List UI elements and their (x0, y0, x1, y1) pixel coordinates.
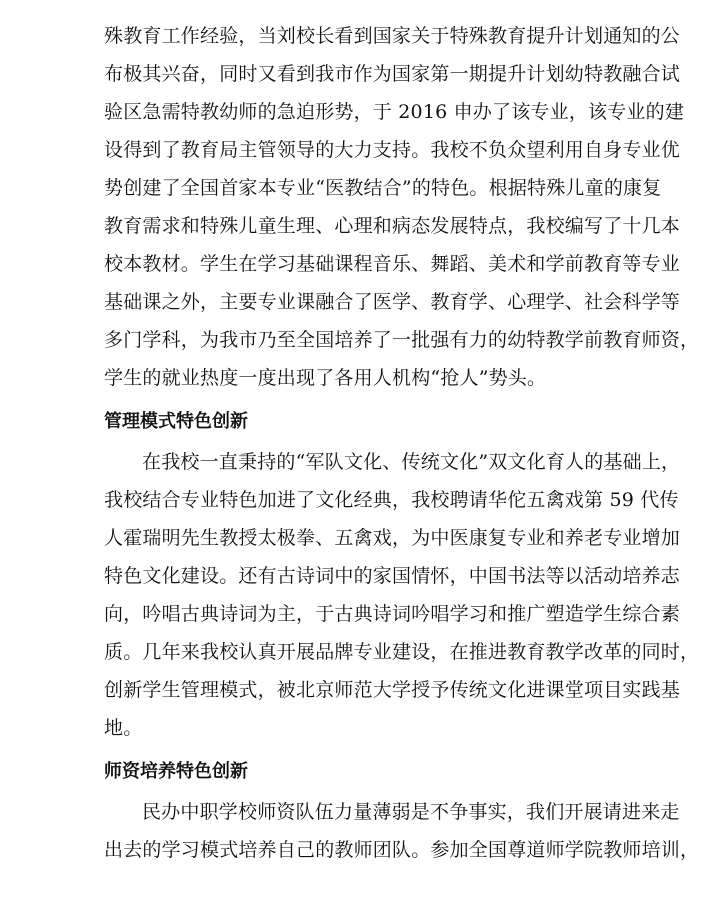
section-heading-management: 管理模式特色创新 (104, 411, 248, 432)
paragraph-line: 出去的学习模式培养自己的教师团队。参加全国尊道师学院教师培训， (104, 839, 700, 861)
paragraph-line: 民办中职学校师资队伍力量薄弱是不争事实，我们开展请进来走 (142, 801, 680, 823)
paragraph-line: 我校结合专业特色加进了文化经典，我校聘请华佗五禽戏第 59 代传 (104, 489, 679, 511)
paragraph-line: 特色文化建设。还有古诗词中的家国情怀，中国书法等以活动培养志 (104, 565, 681, 587)
paragraph-line: 在我校一直秉持的“军队文化、传统文化”双文化育人的基础上， (142, 451, 681, 473)
paragraph-line: 质。几年来我校认真开展品牌专业建设，在推进教育教学改革的同时， (104, 641, 700, 663)
paragraph-line: 向，吟唱古典诗词为主，于古典诗词吟唱学习和推广塑造学生综合素 (104, 603, 681, 625)
paragraph-line: 地。 (104, 717, 143, 739)
paragraph-line: 势创建了全国首家本专业“医教结合”的特色。根据特殊儿童的康复 (104, 177, 662, 199)
paragraph-line: 教育需求和特殊儿童生理、心理和病态发展特点，我校编写了十几本 (104, 215, 681, 237)
paragraph-line: 验区急需特教幼师的急迫形势，于 2016 申办了该专业，该专业的建 (104, 101, 685, 123)
paragraph-line: 校本教材。学生在学习基础课程音乐、舞蹈、美术和学前教育等专业 (104, 253, 681, 275)
paragraph-line: 人霍瑞明先生教授太极拳、五禽戏，为中医康复专业和养老专业增加 (104, 527, 681, 549)
paragraph-line: 多门学科，为我市乃至全国培养了一批强有力的幼特教学前教育师资， (104, 329, 700, 351)
paragraph-line: 殊教育工作经验，当刘校长看到国家关于特殊教育提升计划通知的公 (104, 25, 681, 47)
paragraph-line: 创新学生管理模式，被北京师范大学授予传统文化进课堂项目实践基 (104, 679, 681, 701)
paragraph-line: 学生的就业热度一度出现了各用人机构“抢人”势头。 (104, 367, 547, 389)
paragraph-line: 基础课之外，主要专业课融合了医学、教育学、心理学、社会科学等 (104, 291, 681, 313)
section-heading-teachers: 师资培养特色创新 (104, 761, 248, 782)
paragraph-line: 设得到了教育局主管领导的大力支持。我校不负众望利用自身专业优 (104, 139, 681, 161)
paragraph-line: 布极其兴奋，同时又看到我市作为国家第一期提升计划幼特教融合试 (104, 63, 681, 85)
